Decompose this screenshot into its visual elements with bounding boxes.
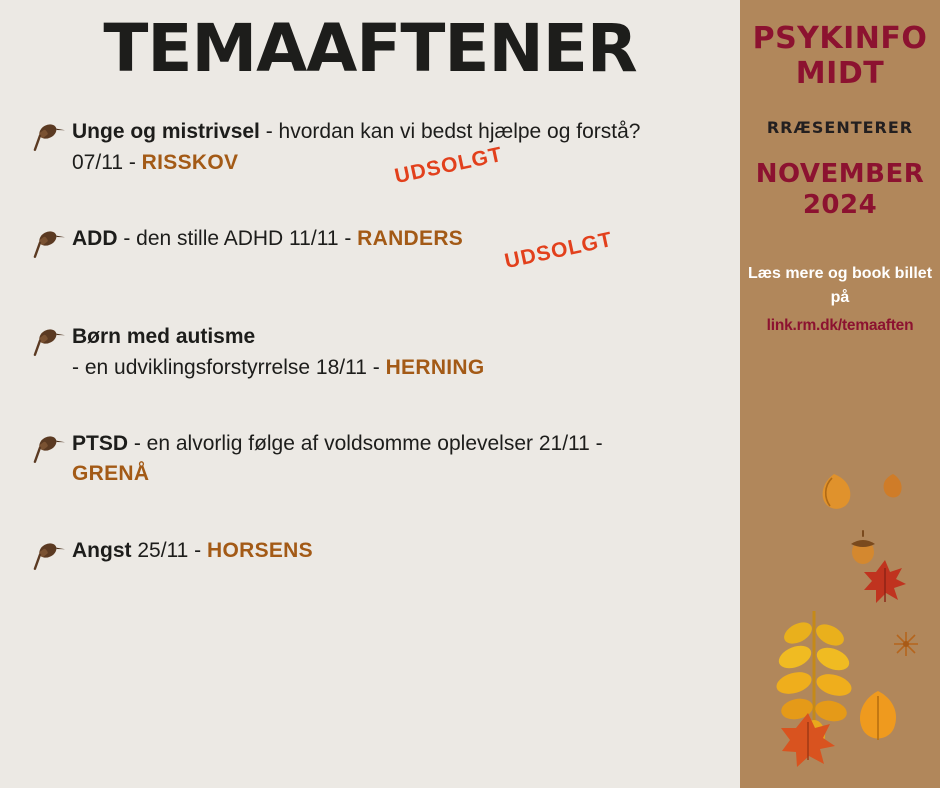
event-text (72, 224, 615, 274)
event-text (72, 117, 692, 189)
list-item (28, 322, 740, 383)
event-text (72, 322, 485, 383)
event-text (72, 536, 313, 566)
month-label: NOVEMBER (755, 158, 925, 189)
poster-sidebar (740, 0, 940, 788)
booking-info (746, 262, 934, 337)
event-description: - en udviklingsforstyrrelse 18/11 - (72, 355, 386, 379)
acorn-icon (846, 528, 880, 566)
event-description: - den stille ADHD 11/11 - (117, 227, 358, 251)
pushpin-icon (28, 324, 68, 358)
brand-name (746, 22, 934, 92)
leaf-icon (810, 470, 858, 514)
list-item (28, 429, 740, 490)
event-title: Unge og mistrivsel (72, 120, 260, 144)
pushpin-icon (28, 431, 68, 465)
leaf-icon (880, 472, 906, 500)
status-badge: UDSOLGT (502, 228, 615, 274)
event-city: RISSKOV (141, 150, 239, 174)
event-city: HERNING (385, 355, 485, 379)
pushpin-icon (28, 538, 68, 572)
event-description: - hvordan kan vi bedst hjælpe og forstå? 07/11 - (72, 120, 641, 174)
event-list (0, 117, 740, 588)
page-title: TEMAAFTENER (103, 10, 637, 87)
pushpin-icon (28, 119, 68, 153)
pushpin-icon (28, 226, 68, 260)
list-item (28, 536, 740, 588)
leaf-icon (862, 558, 908, 606)
booking-link[interactable]: link.rm.dk/temaaften (766, 316, 914, 334)
event-description: - en alvorlig følge af voldsomme oplevelser 21/11 - (128, 432, 603, 456)
autumn-leaves-decoration (740, 450, 940, 788)
status-badge: UDSOLGT (392, 143, 505, 189)
leaf-icon (764, 605, 864, 755)
booking-text: Læs mere og book billet på (747, 264, 933, 306)
event-city: HORSENS (207, 538, 313, 562)
event-city: GRENÅ (72, 462, 150, 486)
brand-line-2: MIDT (795, 55, 885, 91)
presents-label: RRÆSENTERER (766, 117, 914, 137)
event-title: ADD (72, 227, 118, 251)
event-title: Børn med autisme (72, 325, 256, 349)
year-label: 2024 (802, 189, 878, 220)
brand-line-1: PSYKINFO (752, 21, 928, 56)
leaf-icon (852, 688, 904, 746)
event-description: 25/11 - (131, 538, 207, 562)
list-item (28, 224, 740, 276)
event-title: PTSD (72, 432, 129, 456)
seed-icon (892, 630, 920, 658)
event-title: Angst (72, 538, 132, 562)
event-text (72, 429, 603, 490)
leaf-icon (778, 710, 838, 770)
event-city: RANDERS (357, 227, 464, 251)
list-item (28, 117, 740, 189)
